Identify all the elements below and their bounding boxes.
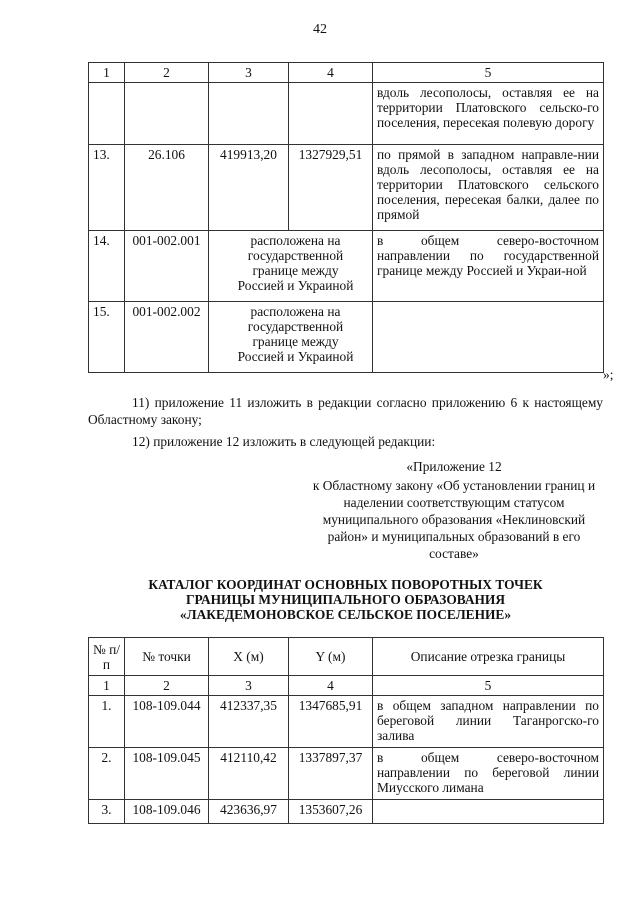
closing-quote: »;: [603, 367, 614, 382]
segment-description: по прямой в западном направле-нии вдоль лесополосы, оставляя ее на территории Платовского сельского поселения, пересекая балки, далее по прямой: [373, 145, 604, 231]
paragraph-12: 12) приложение 12 изложить в следующей редакции:: [132, 434, 436, 449]
y-coordinate: 1347685,91: [289, 696, 373, 748]
header-point-number: № точки: [125, 638, 209, 676]
catalog-title-line: ГРАНИЦЫ МУНИЦИПАЛЬНОГО ОБРАЗОВАНИЯ: [185, 592, 506, 607]
point-number: 001-002.001: [125, 231, 209, 302]
point-number: 26.106: [125, 145, 209, 231]
header-description: Описание отрезка границы: [373, 638, 604, 676]
table-row: [89, 748, 604, 800]
table-row: [89, 696, 604, 748]
row-number: 13.: [89, 145, 125, 231]
row-number: 3.: [89, 800, 125, 824]
header-cell: 5: [373, 676, 604, 696]
header-cell: 4: [289, 676, 373, 696]
header-cell: 3: [209, 676, 289, 696]
header-cell: 5: [373, 63, 604, 83]
row-number: 15.: [89, 302, 125, 373]
y-coordinate: 1337897,37: [289, 748, 373, 800]
catalog-title-line: «ЛАКЕДЕМОНОВСКОЕ СЕЛЬСКОЕ ПОСЕЛЕНИЕ»: [179, 607, 512, 622]
table-header-numbers: [89, 63, 604, 83]
table-row: [89, 302, 604, 373]
segment-description: [373, 800, 604, 824]
x-coordinate: 423636,97: [209, 800, 289, 824]
table-row: [89, 83, 604, 145]
point-number: 108-109.046: [125, 800, 209, 824]
header-row-number: № п/п: [89, 638, 125, 676]
point-number: 108-109.044: [125, 696, 209, 748]
coordinates-note: расположена на государственной границе между Россией и Украиной: [209, 231, 373, 302]
coordinates-catalog-table: [88, 637, 604, 824]
header-cell: 3: [209, 63, 289, 83]
header-cell: 1: [89, 63, 125, 83]
page-number: 42: [313, 22, 327, 37]
table-row: [89, 231, 604, 302]
row-number: 14.: [89, 231, 125, 302]
row-number: [89, 83, 125, 145]
y-coordinate: 1353607,26: [289, 800, 373, 824]
segment-description: в общем северо-восточном направлении по государственной границе между Россией и Украи-ной: [373, 231, 604, 302]
segment-description: в общем северо-восточном направлении по береговой линии Миусского лимана: [373, 748, 604, 800]
header-cell: 2: [125, 676, 209, 696]
table-header-numbers: [89, 676, 604, 696]
y-coordinate: [289, 83, 373, 145]
row-number: 1.: [89, 696, 125, 748]
table-row: [89, 800, 604, 824]
point-number: 108-109.045: [125, 748, 209, 800]
header-cell: 2: [125, 63, 209, 83]
x-coordinate: [209, 83, 289, 145]
point-number: [125, 83, 209, 145]
segment-description: вдоль лесополосы, оставляя ее на территории Платовского сельско-го поселения, пересекая полевую дорогу: [373, 83, 604, 145]
segment-description: [373, 302, 604, 373]
header-cell: 1: [89, 676, 125, 696]
header-x: X (м): [209, 638, 289, 676]
appendix-subtitle: к Областному закону «Об установлении границ и наделении соответствующим статусом муниципального образования «Неклиновский район» и муниципальных образований в его составе»: [312, 478, 596, 561]
x-coordinate: 419913,20: [209, 145, 289, 231]
point-number: 001-002.002: [125, 302, 209, 373]
header-y: Y (м): [289, 638, 373, 676]
appendix-title: «Приложение 12: [406, 459, 502, 474]
row-number: 2.: [89, 748, 125, 800]
catalog-title-line: КАТАЛОГ КООРДИНАТ ОСНОВНЫХ ПОВОРОТНЫХ ТОЧЕК: [148, 577, 543, 592]
table-header: [89, 638, 604, 676]
coordinates-note: расположена на государственной границе между Россией и Украиной: [209, 302, 373, 373]
x-coordinate: 412110,42: [209, 748, 289, 800]
segment-description: в общем западном направлении по береговой линии Таганрогско-го залива: [373, 696, 604, 748]
x-coordinate: 412337,35: [209, 696, 289, 748]
catalog-title: [88, 577, 603, 622]
paragraph-11: 11) приложение 11 изложить в редакции согласно приложению 6 к настоящему Областному закону;: [88, 395, 603, 427]
boundary-table-continued: [88, 62, 604, 373]
table-row: [89, 145, 604, 231]
y-coordinate: 1327929,51: [289, 145, 373, 231]
header-cell: 4: [289, 63, 373, 83]
